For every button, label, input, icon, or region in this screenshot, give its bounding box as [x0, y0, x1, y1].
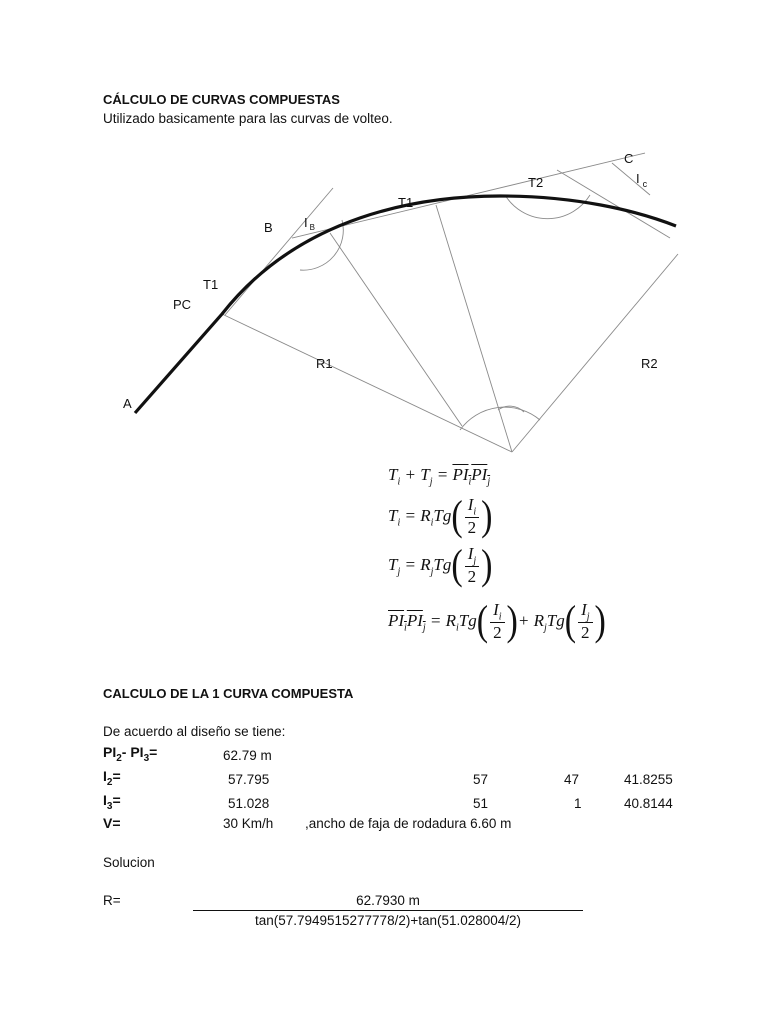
- value-i3-min: 1: [574, 796, 582, 811]
- fraction-line: [193, 910, 583, 911]
- formula-1: $T_i + T_j = PI_iPI_j$: [388, 465, 491, 488]
- formula-4: $PI_iPI_j = R_iTg$( $\frac{I_i}{2}$ )+ $R_jTg$( $\frac{I_j}{2}$ ): [388, 598, 606, 645]
- label-i3: $I_3=$: [103, 792, 121, 812]
- label-t1-left: T1: [203, 277, 219, 292]
- label-a: A: [123, 396, 132, 411]
- formula-2: $T_i = R_iTg$( $\frac{I_i}{2}$ ): [388, 493, 493, 540]
- label-ib: I $_B$: [304, 215, 315, 232]
- label-c: C: [624, 151, 634, 166]
- value-i2-deg: 57: [473, 772, 489, 787]
- value-i2: 57.795: [228, 772, 270, 787]
- radius-line-r1: [222, 314, 512, 452]
- r-denominator: tan(57.7949515277778/2)+tan(51.028004/2): [254, 913, 522, 928]
- page-title: CÁLCULO DE CURVAS COMPUESTAS: [103, 92, 340, 107]
- label-r2: R2: [641, 356, 658, 371]
- label-r1: R1: [316, 356, 333, 371]
- formula-3: $T_j = R_jTg$( $\frac{I_j}{2}$ ): [388, 542, 493, 589]
- label-pi2-pi3: $PI_2-$ $PI_3=$: [103, 744, 158, 764]
- label-i2: $I_2=$: [103, 768, 121, 788]
- value-i2-min: 47: [564, 772, 580, 787]
- secant-line-c: [557, 170, 670, 238]
- value-i2-sec: 41.8255: [624, 772, 673, 787]
- label-t2: T2: [528, 175, 544, 190]
- label-t1-top: T1: [398, 195, 414, 210]
- radius-line-r2: [512, 254, 678, 452]
- radius-line-pi: [436, 205, 512, 452]
- angle-arc-center: [460, 407, 540, 430]
- compound-curve: [135, 196, 676, 413]
- value-i3-sec: 40.8144: [624, 796, 673, 811]
- value-pi2-pi3: 62.79 m: [223, 748, 272, 763]
- page-subtitle: Utilizado basicamente para las curvas de volteo.: [103, 111, 393, 126]
- r-numerator: 62.7930 m: [356, 893, 420, 908]
- value-v: 30 Km/h: [223, 816, 274, 831]
- label-b: B: [264, 220, 273, 235]
- value-i3: 51.028: [228, 796, 270, 811]
- label-ic: I $_c$: [636, 171, 648, 189]
- solucion-label: Solucion: [103, 855, 155, 870]
- note-v: ,ancho de faja de rodadura 6.60 m: [305, 816, 512, 831]
- section-intro: De acuerdo al diseño se tiene:: [103, 724, 286, 739]
- label-pc: PC: [173, 297, 192, 312]
- section-title: CALCULO DE LA 1 CURVA COMPUESTA: [103, 686, 354, 701]
- compound-curve-diagram: [0, 140, 768, 610]
- tangent-line-1: [225, 188, 333, 315]
- value-i3-deg: 51: [473, 796, 489, 811]
- label-v: V=: [103, 815, 121, 831]
- r-label: R=: [103, 893, 121, 908]
